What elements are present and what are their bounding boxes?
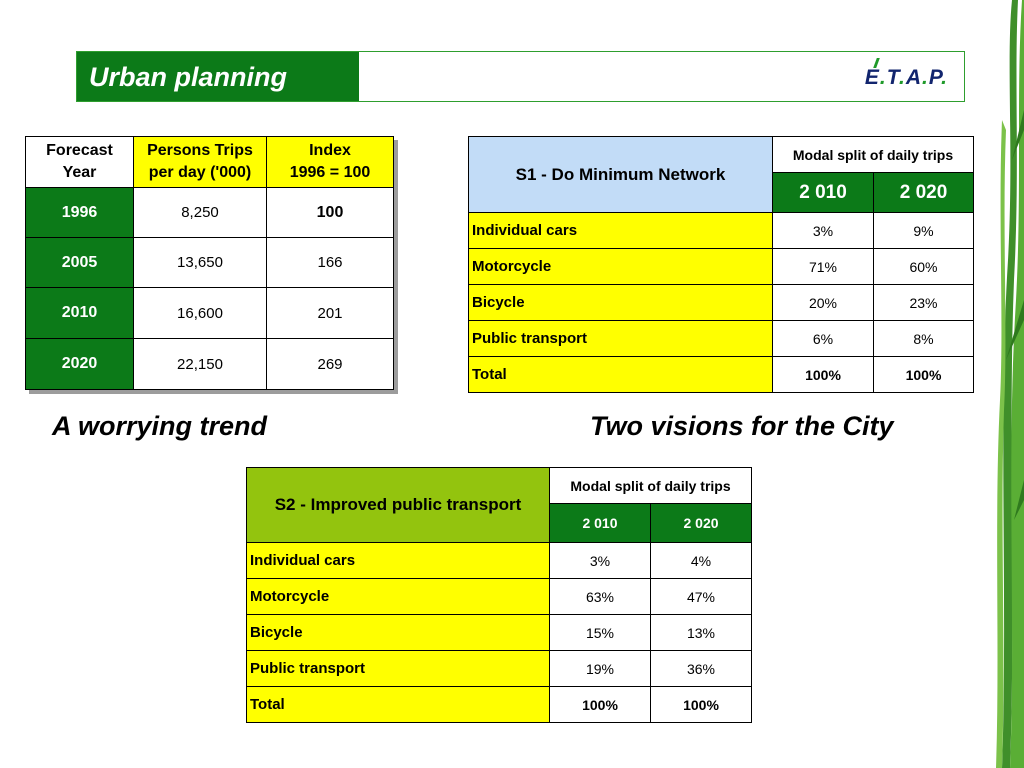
table-row [26,339,394,390]
table-row [247,651,752,687]
mode-label: Motorcycle [469,249,773,285]
index-cell: 100 [267,188,394,238]
grass-decoration [994,0,1024,768]
trips-cell: 8,250 [134,188,267,238]
mode-label: Bicycle [247,615,550,651]
scenario-s2-table [246,467,752,723]
value-cell: 23% [874,285,974,321]
table-row [26,188,394,238]
total-value-cell: 100% [550,687,651,723]
year-cell: 2020 [26,339,134,390]
year-cell: 2010 [26,288,134,339]
s1-year-2020: 2 020 [874,173,974,213]
table-row [26,238,394,288]
persons-trips-header: Persons Trips per day ('000) [134,137,267,188]
table-row [469,285,974,321]
index-cell: 166 [267,238,394,288]
value-cell: 71% [773,249,874,285]
s2-year-2010: 2 010 [550,504,651,543]
forecast-year-header: Forecast Year [26,137,134,188]
value-cell: 47% [651,579,752,615]
mode-label: Public transport [247,651,550,687]
table-row [469,321,974,357]
trips-cell: 13,650 [134,238,267,288]
total-label: Total [247,687,550,723]
index-cell: 269 [267,339,394,390]
table-row [247,579,752,615]
year-cell: 2005 [26,238,134,288]
index-cell: 201 [267,288,394,339]
value-cell: 13% [651,615,752,651]
value-cell: 3% [550,543,651,579]
index-header: Index 1996 = 100 [267,137,394,188]
value-cell: 3% [773,213,874,249]
total-value-cell: 100% [651,687,752,723]
table-row [26,288,394,339]
s1-year-2010: 2 010 [773,173,874,213]
header-bar [76,51,965,102]
table-row-total [247,687,752,723]
mode-label: Bicycle [469,285,773,321]
total-label: Total [469,357,773,393]
table-row-total [469,357,974,393]
trips-cell: 16,600 [134,288,267,339]
value-cell: 36% [651,651,752,687]
value-cell: 20% [773,285,874,321]
value-cell: 9% [874,213,974,249]
table-row [247,543,752,579]
forecast-header-row [26,137,394,188]
s2-modal-split-header: Modal split of daily trips [550,468,752,504]
mode-label: Motorcycle [247,579,550,615]
value-cell: 4% [651,543,752,579]
caption-worrying-trend: A worrying trend [52,411,268,441]
mode-label: Public transport [469,321,773,357]
header-title-box [77,52,359,101]
table-row [247,615,752,651]
caption-two-visions: Two visions for the City [590,411,894,441]
s1-title: S1 - Do Minimum Network [469,137,773,213]
value-cell: 60% [874,249,974,285]
s1-modal-split-header: Modal split of daily trips [773,137,974,173]
value-cell: 8% [874,321,974,357]
total-value-cell: 100% [773,357,874,393]
mode-label: Individual cars [469,213,773,249]
s2-year-2020: 2 020 [651,504,752,543]
page-title: Urban planning [89,62,287,92]
forecast-table [25,136,394,390]
total-value-cell: 100% [874,357,974,393]
trips-cell: 22,150 [134,339,267,390]
value-cell: 15% [550,615,651,651]
table-row [469,249,974,285]
value-cell: 63% [550,579,651,615]
scenario-s1-table [468,136,974,393]
year-cell: 1996 [26,188,134,238]
table-row [469,213,974,249]
value-cell: 19% [550,651,651,687]
etap-logo: E.T.A.P. [864,66,948,89]
mode-label: Individual cars [247,543,550,579]
s2-title: S2 - Improved public transport [247,468,550,543]
value-cell: 6% [773,321,874,357]
